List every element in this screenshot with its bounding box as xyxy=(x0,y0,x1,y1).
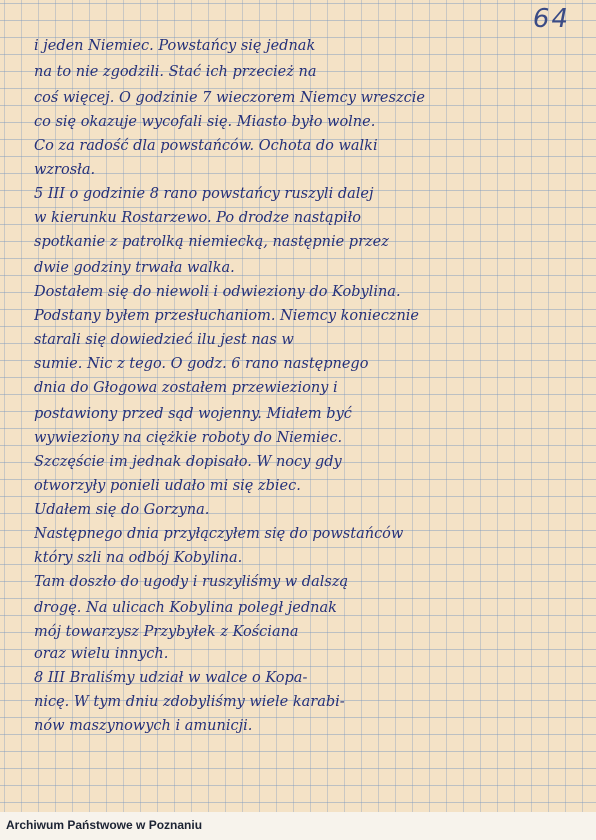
text-line: Udałem się do Gorzyna. xyxy=(34,502,210,518)
text-line: 5 III o godzinie 8 rano powstańcy ruszyli dalej xyxy=(34,186,374,202)
text-line: dwie godziny trwała walka. xyxy=(34,260,235,276)
text-line: Szczęście im jednak dopisało. W nocy gdy xyxy=(34,454,342,470)
text-line: starali się dowiedzieć ilu jest nas w xyxy=(34,332,294,348)
archive-name: Archiwum Państwowe w Poznaniu xyxy=(6,818,203,832)
text-line: w kierunku Rostarzewo. Po drodze nastąpiło xyxy=(34,210,361,226)
page-number: 64 xyxy=(532,4,570,34)
text-line: coś więcej. O godzinie 7 wieczorem Niemcy wreszcie xyxy=(34,90,425,106)
text-line: oraz wielu innych. xyxy=(34,646,169,662)
text-line: Dostałem się do niewoli i odwieziony do Kobylina. xyxy=(34,284,401,300)
text-line: spotkanie z patrolką niemiecką, następnie przez xyxy=(34,234,389,250)
text-line: 8 III Braliśmy udział w walce o Kopa- xyxy=(34,670,308,686)
text-line: który szli na odbój Kobylina. xyxy=(34,550,243,566)
text-line: Co za radość dla powstańców. Ochota do walki xyxy=(34,138,378,154)
text-line: nicę. W tym dniu zdobyliśmy wiele karabi- xyxy=(34,694,345,710)
text-line: Tam doszło do ugody i ruszyliśmy w dalszą xyxy=(34,574,349,590)
text-line: postawiony przed sąd wojenny. Miałem być xyxy=(34,406,352,422)
text-line: wzrosła. xyxy=(34,162,96,178)
text-line: wywieziony na ciężkie roboty do Niemiec. xyxy=(34,430,343,446)
text-line: dnia do Głogowa zostałem przewieziony i xyxy=(34,380,338,396)
text-line: sumie. Nic z tego. O godz. 6 rano następnego xyxy=(34,356,369,372)
text-line: drogę. Na ulicach Kobylina poległ jednak xyxy=(34,600,337,616)
text-line: nów maszynowych i amunicji. xyxy=(34,718,253,734)
text-line: co się okazuje wycofali się. Miasto było wolne. xyxy=(34,114,376,130)
text-line: mój towarzysz Przybyłek z Kościana xyxy=(34,624,299,640)
text-line: otworzyły ponieli udało mi się zbiec. xyxy=(34,478,301,494)
archive-footer xyxy=(0,812,596,840)
text-line: i jeden Niemiec. Powstańcy się jednak xyxy=(34,38,316,54)
text-line: Następnego dnia przyłączyłem się do powstańców xyxy=(34,526,404,542)
text-line: na to nie zgodzili. Stać ich przecież na xyxy=(34,64,317,80)
text-line: Podstany byłem przesłuchaniom. Niemcy koniecznie xyxy=(34,308,420,324)
